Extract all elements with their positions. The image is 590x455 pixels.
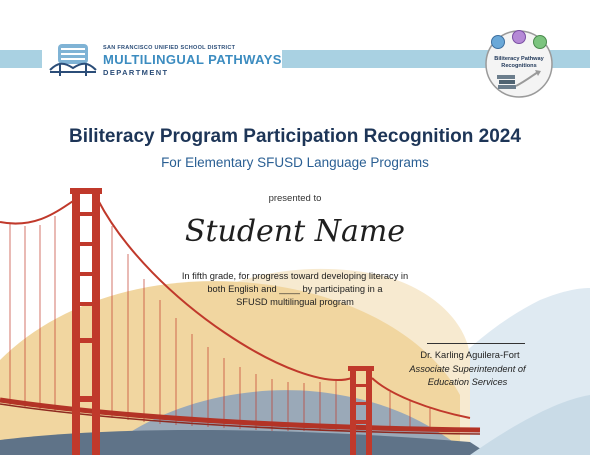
description-line: both English and ____ by participating in a: [207, 284, 383, 294]
signer-title-line: Education Services: [427, 377, 508, 387]
seal-line-1: Biliteracy Pathway: [494, 56, 544, 62]
signer-title: [385, 363, 550, 389]
description-line: SFUSD multilingual program: [236, 297, 354, 307]
bridge-book-logo-icon: [48, 42, 98, 78]
signature-line: [427, 343, 525, 344]
district-name: SAN FRANCISCO UNIFIED SCHOOL DISTRICT: [103, 45, 236, 51]
signer-name: Dr. Karling Aguilera-Fort: [420, 350, 520, 360]
presented-to-label: presented to: [268, 193, 322, 204]
biliteracy-pathway-seal: [480, 28, 558, 100]
certificate-subtitle: For Elementary SFUSD Language Programs: [161, 155, 429, 170]
description-line: In fifth grade, for progress toward developing literacy in: [181, 271, 409, 281]
signer-title-line: Associate Superintendent of: [409, 364, 526, 374]
recognition-description: [150, 270, 440, 309]
program-name: MULTILINGUAL PATHWAYS: [103, 52, 282, 67]
seal-line-2: Recognitions: [501, 63, 537, 69]
certificate-title: Biliteracy Program Participation Recognition 2024: [69, 126, 521, 147]
student-name: Student Name: [184, 214, 406, 249]
department-label: DEPARTMENT: [103, 68, 169, 77]
